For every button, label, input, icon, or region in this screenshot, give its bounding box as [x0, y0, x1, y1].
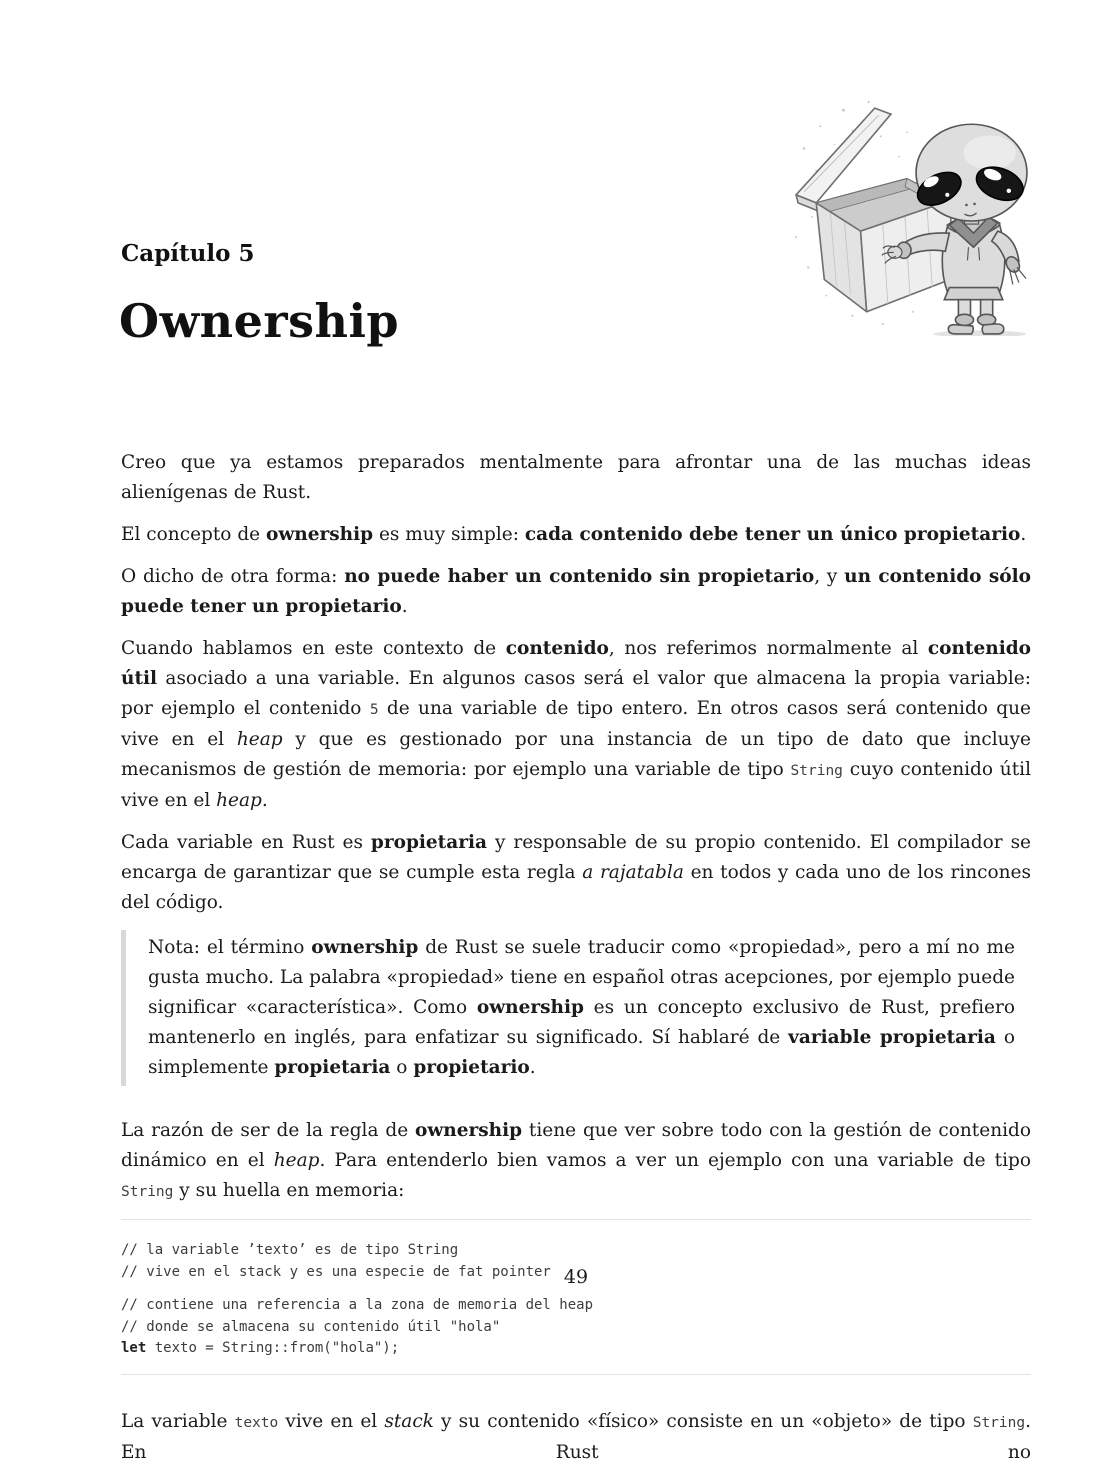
- text-segment: heap: [273, 1150, 320, 1171]
- text-segment: de una variable de tipo entero. En otros casos será contenido que vive en el: [121, 698, 1031, 750]
- body-content: [121, 448, 1031, 1480]
- text-segment: cuyo contenido útil vive en el: [121, 759, 1031, 811]
- code-line: [121, 1317, 1031, 1339]
- text-segment: La variable: [121, 1410, 235, 1432]
- text-segment: El concepto de: [121, 524, 266, 545]
- text-segment: 5: [369, 702, 379, 718]
- text-segment: variable propietaria: [788, 1027, 996, 1048]
- paragraph-variable-texto: [121, 1407, 1031, 1468]
- text-segment: o: [390, 1057, 414, 1078]
- text-segment: y responsable de su propio contenido. El compilador se encarga de garantizar que se cumple esta regla: [121, 832, 1032, 883]
- text-segment: o simplemente: [148, 1027, 1015, 1078]
- text-segment: texto = String::from("hola");: [146, 1340, 400, 1356]
- text-segment: un contenido sólo puede tener un propietario: [121, 566, 1031, 617]
- text-segment: es muy simple:: [373, 524, 525, 545]
- text-segment: .: [1020, 524, 1027, 545]
- alien-box-illustration: [786, 96, 1032, 336]
- text-segment: asociado a una variable. En algunos casos será el valor que almacena la propia variable: por ejemplo el contenido: [121, 668, 1031, 719]
- text-segment: heap: [216, 790, 262, 811]
- text-segment: , y: [814, 566, 845, 587]
- note-text: [148, 933, 1015, 1083]
- text-segment: propietario: [413, 1057, 530, 1078]
- code-line: [121, 1295, 1031, 1317]
- text-segment: propietaria: [274, 1057, 391, 1078]
- paragraph-concept: [121, 520, 1031, 550]
- text-segment: tiene que ver sobre todo con la gestión de contenido dinámico en el: [121, 1120, 1032, 1171]
- text-segment: y su contenido «físico» consiste en un «objeto» de tipo: [433, 1410, 973, 1432]
- text-segment: stack: [384, 1410, 434, 1432]
- text-segment: contenido útil: [121, 638, 1031, 689]
- paragraph-propietaria: [121, 828, 1031, 918]
- text-segment: vive en el: [278, 1410, 385, 1432]
- text-segment: // contiene una referencia a la zona de memoria del heap: [121, 1297, 594, 1313]
- paragraph-razon: [121, 1116, 1031, 1207]
- text-segment: de Rust se suele traducir como «propiedad», pero a mí no me gusta mucho. La palabra «propiedad» tiene en español otras acepciones, por ejemplo puede significar «característica». Como: [148, 937, 1015, 1018]
- text-segment: String: [790, 763, 843, 779]
- text-segment: texto: [234, 1414, 279, 1431]
- code-line: [121, 1338, 1031, 1360]
- text-segment: es un concepto exclusivo de Rust, prefiero mantenerlo en inglés, para enfatizar su significado. Sí hablaré de: [148, 997, 1015, 1048]
- chapter-label: Capítulo 5: [121, 240, 255, 267]
- text-segment: cada contenido debe tener un único propietario: [524, 524, 1021, 545]
- text-segment: .: [401, 596, 408, 617]
- paragraph-otra-forma: [121, 562, 1031, 622]
- text-segment: Nota: el término: [148, 937, 312, 958]
- text-segment: y su huella en memoria:: [173, 1180, 405, 1201]
- text-segment: contenido: [505, 638, 609, 659]
- text-segment: a rajatabla: [582, 862, 684, 883]
- text-segment: ownership: [311, 937, 419, 958]
- text-segment: ownership: [266, 524, 374, 545]
- text-segment: .: [261, 790, 268, 811]
- text-segment: La razón de ser de la regla de: [121, 1120, 416, 1141]
- paragraph-contenido: [121, 634, 1031, 816]
- text-segment: ownership: [415, 1120, 523, 1141]
- chapter-title: Ownership: [119, 294, 400, 348]
- text-segment: Cuando hablamos en este contexto de: [121, 638, 506, 659]
- code-line: [121, 1240, 1031, 1262]
- text-segment: propietaria: [370, 832, 487, 853]
- code-block: [121, 1219, 1031, 1375]
- text-segment: no puede haber un contenido sin propietario: [344, 566, 815, 587]
- text-segment: let: [121, 1340, 147, 1356]
- text-segment: Creo que ya estamos preparados mentalmente para afrontar una de las muchas ideas alienígenas de Rust.: [121, 452, 1031, 503]
- text-segment: , nos referimos normalmente al: [608, 638, 928, 659]
- note-block: [121, 930, 1031, 1086]
- page-number: 49: [563, 1266, 589, 1288]
- text-segment: y que es gestionado por una instancia de un tipo de dato que incluye mecanismos de gestión de memoria: por ejemplo una variable de tipo: [121, 729, 1032, 780]
- text-segment: heap: [236, 729, 283, 750]
- text-segment: // la variable ’texto’ es de tipo String: [121, 1242, 459, 1258]
- text-segment: ownership: [476, 997, 584, 1018]
- text-segment: // donde se almacena su contenido útil "hola": [121, 1318, 501, 1335]
- text-segment: String: [121, 1184, 174, 1200]
- text-segment: // vive en el stack y es una especie de fat pointer: [121, 1263, 551, 1280]
- text-segment: Cada variable en Rust es: [121, 832, 371, 853]
- text-segment: . Para entenderlo bien vamos a ver un ejemplo con una variable de tipo: [319, 1150, 1031, 1171]
- text-segment: . En Rust no: [121, 1410, 1031, 1463]
- text-segment: en todos y cada uno de los rincones del código.: [121, 862, 1031, 913]
- text-segment: String: [972, 1414, 1026, 1431]
- paragraph-intro: [121, 448, 1031, 508]
- text-segment: O dicho de otra forma:: [121, 566, 345, 587]
- text-segment: .: [529, 1057, 536, 1078]
- alien-box-sketch-svg: [786, 96, 1032, 336]
